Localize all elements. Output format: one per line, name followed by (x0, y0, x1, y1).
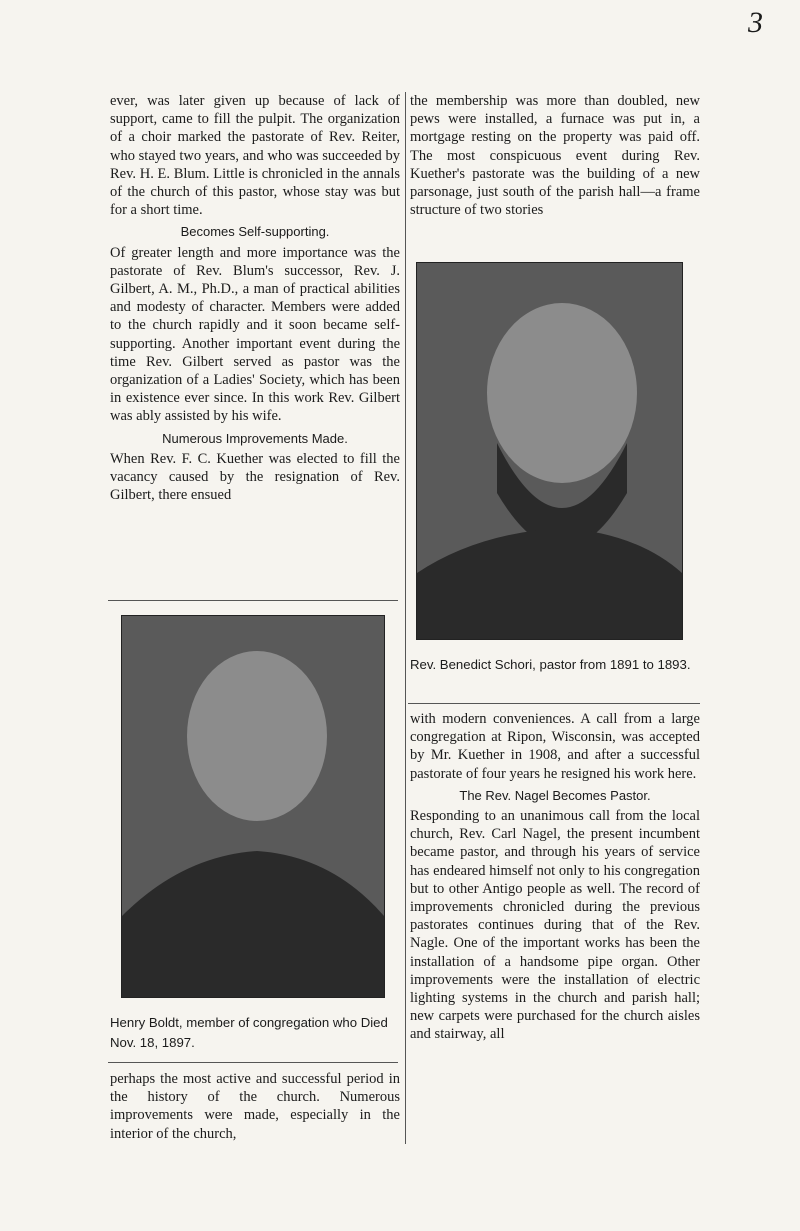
section-rule (108, 600, 398, 601)
right-column-top (410, 92, 700, 219)
section-heading: The Rev. Nagel Becomes Pastor. (459, 787, 651, 803)
section-rule (108, 1062, 398, 1063)
article-paragraph: When Rev. F. C. Kuether was elected to fill the vacancy caused by the resignation of Rev. Gilbert, there ensued (110, 450, 400, 504)
article-paragraph: the membership was more than doubled, new pews were installed, a furnace was put in, a mortgage resting on the property was paid off. The most conspicuous event during Rev. Kuether's pastorate was the building of a new parsonage, just south of the parish hall—a frame structure of two stories (410, 93, 700, 219)
left-column-bottom (110, 1070, 400, 1143)
photo-caption: Rev. Benedict Schori, pastor from 1891 to 1893. (410, 657, 691, 672)
portrait-silhouette (122, 616, 384, 997)
photo-caption: Henry Boldt, member of congregation who Died Nov. 18, 1897. (110, 1015, 388, 1050)
henry-boldt-portrait (121, 615, 385, 998)
section-rule (408, 703, 700, 704)
page-number: 3 (748, 6, 763, 39)
benedict-schori-portrait (416, 262, 683, 640)
article-paragraph: Of greater length and more importance was the pastorate of Rev. Blum's successor, Rev. J. Gilbert, A. M., Ph.D., a man of practical abilities and modesty of character. Members were added to the church rapidly and it soon became self-supporting. Another important event during the time Rev. Gilbert served as pastor was the organization of a Ladies' Society, which has been in existence ever since. In this work Rev. Gilbert was ably assisted by his wife. (110, 244, 400, 425)
right-column-bottom (410, 710, 700, 1044)
portrait-silhouette (417, 263, 682, 639)
article-paragraph: with modern conveniences. A call from a large congregation at Ripon, Wisconsin, was accepted by Mr. Kuether in 1908, and after a successful pastorate of four years he resigned his work here. (410, 711, 700, 782)
article-paragraph: ever, was later given up because of lack of support, came to fill the pulpit. The organization of a choir marked the pastorate of Rev. Reiter, who stayed two years, and who was succeeded by Rev. H. E. Blum. Little is chronicled in the annals of the church of this pastor, whose stay was but for a short time. (110, 93, 400, 219)
left-column-top (110, 92, 400, 504)
article-paragraph: perhaps the most active and successful period in the history of the church. Numerous improvements were made, especially in the interior of the church, (110, 1071, 400, 1142)
column-rule (405, 92, 406, 1144)
article-paragraph: Responding to an unanimous call from the local church, Rev. Carl Nagel, the present incumbent became pastor, and through his years of service has endeared himself not only to his congregation but to other Antigo people as well. The record of improvements chronicled during the previous pastorates continues during that of the Rev. Nagle. One of the important works has been the installation of a handsome pipe organ. Other improvements were the installation of electric lighting systems in the church and parish hall; new carpets were purchased for the church aisles and stairway, all (410, 808, 700, 1043)
section-heading: Numerous Improvements Made. (162, 430, 348, 446)
section-heading: Becomes Self-supporting. (180, 224, 330, 240)
